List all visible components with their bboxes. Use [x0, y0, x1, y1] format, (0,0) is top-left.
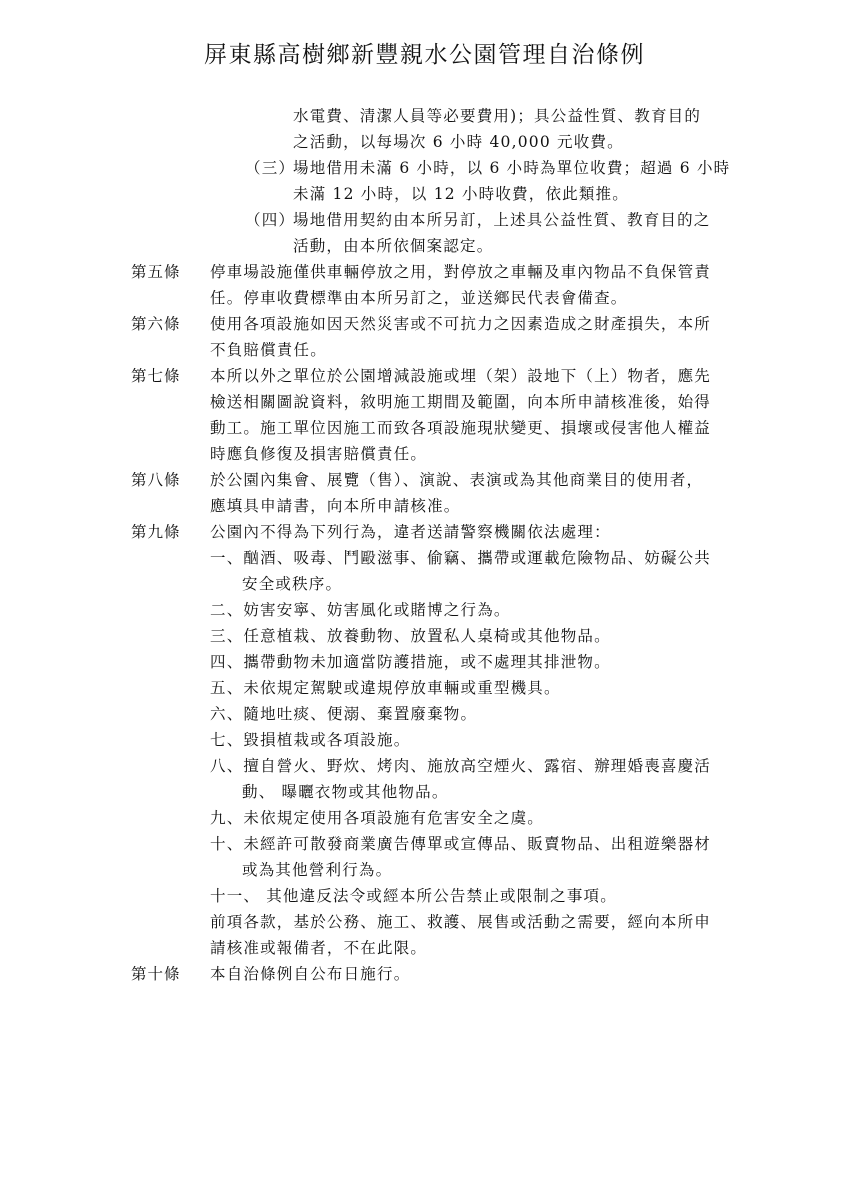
clause-line: 四、攜帶動物未加適當防護措施，或不處理其排泄物。 — [210, 653, 611, 671]
closing-line: 請核准或報備者，不在此限。 — [210, 939, 428, 957]
article-line: 本所以外之單位於公園增減設施或埋（架）設地下（上）物者，應先 — [210, 367, 712, 385]
item-label-4: （四） — [245, 211, 296, 229]
article-line: 使用各項設施如因天然災害或不可抗力之因素造成之財產損失，本所 — [210, 315, 712, 333]
article-line: 本自治條例自公布日施行。 — [210, 965, 411, 983]
clause-line: 五、未依規定駕駛或違規停放車輛或重型機具。 — [210, 679, 561, 697]
article-line: 不負賠償責任。 — [210, 341, 327, 359]
article-line: 應填具申請書，向本所申請核准。 — [210, 497, 461, 515]
clause-line: 八、擅自營火、野炊、烤肉、施放高空煙火、露宿、辦理婚喪喜慶活 — [210, 757, 712, 775]
continued-line: 水電費、清潔人員等必要費用)；具公益性質、教育目的 — [293, 107, 702, 125]
article-label-7: 第七條 — [131, 367, 181, 385]
article-line: 任。停車收費標準由本所另訂之，並送鄉民代表會備查。 — [210, 289, 628, 307]
clause-line: 九、未依規定使用各項設施有危害安全之虞。 — [210, 809, 545, 827]
clause-line: 安全或秩序。 — [242, 575, 343, 593]
article-line: 時應負修復及損害賠償責任。 — [210, 445, 428, 463]
article-label-8: 第八條 — [131, 471, 181, 489]
continued-line: 之活動，以每場次 6 小時 40,000 元收費。 — [293, 133, 624, 151]
article-line: 公園內不得為下列行為，違者送請警察機關依法處理： — [210, 523, 611, 541]
article-line: 動工。施工單位因施工而致各項設施現狀變更、損壞或侵害他人權益 — [210, 419, 712, 437]
item-line: 場地借用未滿 6 小時，以 6 小時為單位收費；超過 6 小時 — [293, 159, 731, 177]
article-line: 於公園內集會、展覽（售）、演說、表演或為其他商業目的使用者， — [210, 471, 704, 489]
item-line: 場地借用契約由本所另訂，上述具公益性質、教育目的之 — [293, 211, 711, 229]
clause-line: 六、隨地吐痰、便溺、棄置廢棄物。 — [210, 705, 478, 723]
clause-line: 十、未經許可散發商業廣告傳單或宣傳品、販賣物品、出租遊樂器材 — [210, 835, 712, 853]
item-line: 未滿 12 小時，以 12 小時收費，依此類推。 — [293, 185, 629, 203]
article-line: 停車場設施僅供車輛停放之用，對停放之車輛及車內物品不負保管責 — [210, 263, 712, 281]
closing-line: 前項各款，基於公務、施工、救護、展售或活動之需要，經向本所申 — [210, 913, 712, 931]
clause-line: 七、毀損植栽或各項設施。 — [210, 731, 411, 749]
item-line: 活動，由本所依個案認定。 — [293, 237, 494, 255]
article-label-6: 第六條 — [131, 315, 181, 333]
article-label-5: 第五條 — [131, 263, 181, 281]
clause-line: 一、酗酒、吸毒、鬥毆滋事、偷竊、攜帶或運載危險物品、妨礙公共 — [210, 549, 712, 567]
article-label-9: 第九條 — [131, 523, 181, 541]
article-label-10: 第十條 — [131, 965, 181, 983]
item-label-3: （三） — [245, 159, 296, 177]
clause-line: 動、 曝曬衣物或其他物品。 — [242, 783, 449, 801]
clause-line: 三、任意植栽、放養動物、放置私人桌椅或其他物品。 — [210, 627, 611, 645]
article-line: 檢送相關圖說資料，敘明施工期間及範圍，向本所申請核准後，始得 — [210, 393, 712, 411]
clause-line: 十一、 其他違反法令或經本所公告禁止或限制之事項。 — [210, 887, 617, 905]
clause-line: 二、妨害安寧、妨害風化或賭博之行為。 — [210, 601, 511, 619]
clause-line: 或為其他營利行為。 — [242, 861, 393, 879]
document-title: 屏東縣高樹鄉新豐親水公園管理自治條例 — [204, 42, 645, 68]
